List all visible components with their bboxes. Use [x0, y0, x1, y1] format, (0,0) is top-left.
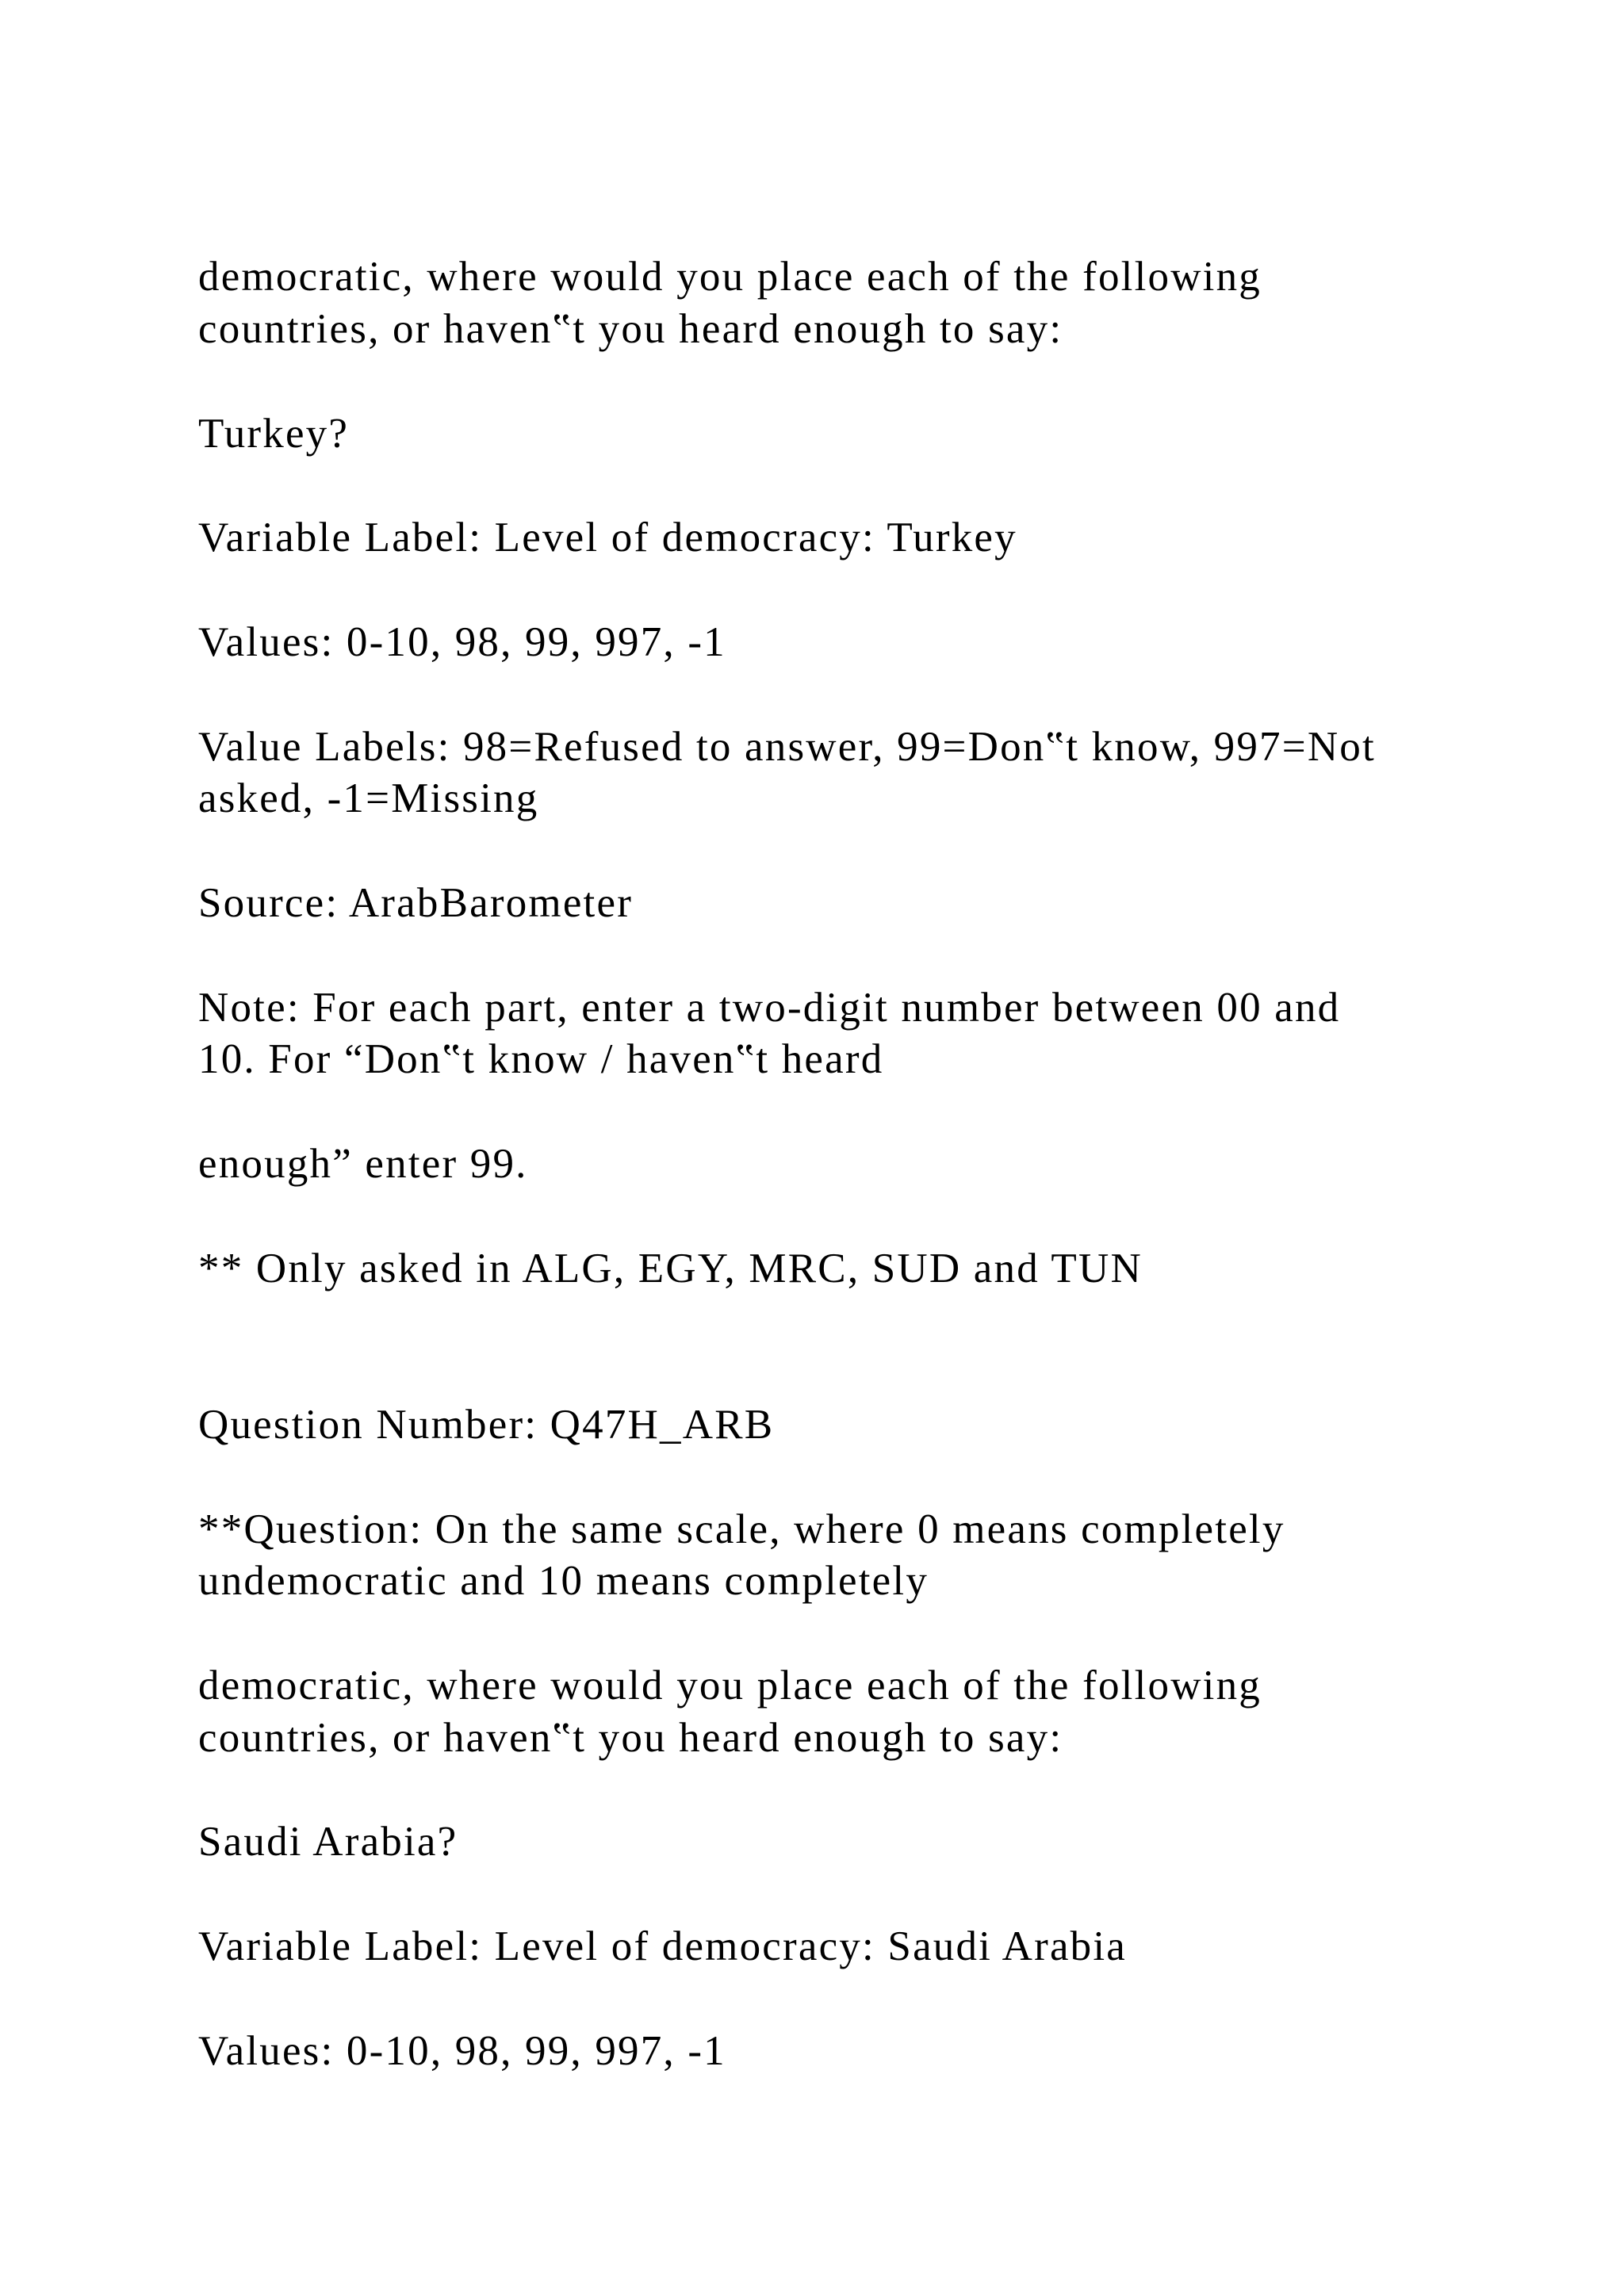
text-line: Turkey? — [198, 411, 350, 457]
text-line: asked, -1=Missing — [198, 775, 539, 821]
text-line: Values: 0-10, 98, 99, 997, -1 — [198, 2028, 726, 2074]
text-line: enough” enter 99. — [198, 1141, 528, 1187]
text-line: undemocratic and 10 means completely — [198, 1558, 929, 1604]
text-line: Question Number: Q47H_ARB — [198, 1402, 775, 1448]
text-line: countries, or haven‟t you heard enough to say: — [198, 306, 1063, 352]
text-line: democratic, where would you place each of the following — [198, 1663, 1262, 1709]
text-line: Source: ArabBarometer — [198, 880, 634, 926]
text-line: **Question: On the same scale, where 0 means completely — [198, 1506, 1285, 1552]
text-line: Variable Label: Level of democracy: Saudi Arabia — [198, 1923, 1128, 1969]
text-line: countries, or haven‟t you heard enough to say: — [198, 1715, 1063, 1761]
text-line: ** Only asked in ALG, EGY, MRC, SUD and TUN — [198, 1246, 1143, 1292]
text-line: Value Labels: 98=Refused to answer, 99=Don‟t know, 997=Not — [198, 724, 1376, 770]
text-line: Note: For each part, enter a two-digit number between 00 and — [198, 985, 1341, 1031]
text-line: Saudi Arabia? — [198, 1819, 458, 1865]
text-line: Variable Label: Level of democracy: Turkey — [198, 515, 1017, 561]
text-line: democratic, where would you place each of the following — [198, 254, 1262, 300]
text-line: 10. For “Don‟t know / haven‟t heard — [198, 1036, 884, 1082]
text-line: Values: 0-10, 98, 99, 997, -1 — [198, 619, 726, 665]
